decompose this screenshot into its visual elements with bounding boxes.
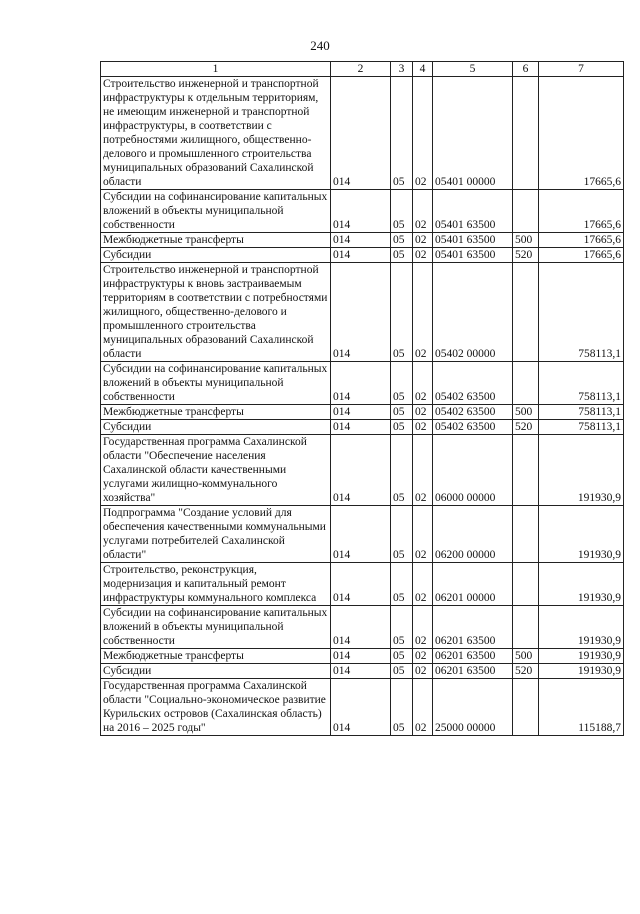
column-4-cell: 02 — [413, 435, 433, 506]
column-3-cell: 05 — [391, 420, 413, 435]
column-2-cell: 014 — [331, 362, 391, 405]
row-name-cell: Межбюджетные трансферты — [101, 233, 331, 248]
column-2-cell: 014 — [331, 679, 391, 736]
column-2-cell: 014 — [331, 563, 391, 606]
column-6-cell — [513, 563, 539, 606]
column-2-cell: 014 — [331, 405, 391, 420]
column-6-cell: 520 — [513, 664, 539, 679]
page-number: 240 — [310, 38, 330, 53]
column-6-cell — [513, 506, 539, 563]
table-row — [101, 664, 624, 679]
column-3-cell: 05 — [391, 563, 413, 606]
column-5-cell: 06200 00000 — [433, 506, 513, 563]
table-row — [101, 248, 624, 263]
column-6-cell — [513, 77, 539, 190]
column-3-cell: 05 — [391, 664, 413, 679]
column-6-cell: 520 — [513, 248, 539, 263]
column-5-cell: 06201 63500 — [433, 606, 513, 649]
column-5-cell: 05402 63500 — [433, 420, 513, 435]
column-3-cell: 05 — [391, 435, 413, 506]
column-6-cell — [513, 362, 539, 405]
table-row — [101, 77, 624, 190]
table-header-row — [101, 62, 624, 77]
column-header: 3 — [391, 62, 413, 77]
row-name-cell: Субсидии — [101, 248, 331, 263]
table-row — [101, 263, 624, 362]
column-7-cell: 191930,9 — [539, 649, 624, 664]
table-row — [101, 233, 624, 248]
column-3-cell: 05 — [391, 233, 413, 248]
column-4-cell: 02 — [413, 679, 433, 736]
row-name-cell: Субсидии — [101, 664, 331, 679]
column-3-cell: 05 — [391, 506, 413, 563]
column-2-cell: 014 — [331, 248, 391, 263]
table-row — [101, 679, 624, 736]
column-7-cell: 758113,1 — [539, 263, 624, 362]
column-5-cell: 06201 00000 — [433, 563, 513, 606]
column-7-cell: 758113,1 — [539, 420, 624, 435]
table-row — [101, 405, 624, 420]
column-2-cell: 014 — [331, 649, 391, 664]
column-6-cell — [513, 263, 539, 362]
column-4-cell: 02 — [413, 190, 433, 233]
column-4-cell: 02 — [413, 233, 433, 248]
column-5-cell: 05401 63500 — [433, 233, 513, 248]
column-6-cell — [513, 435, 539, 506]
column-3-cell: 05 — [391, 679, 413, 736]
row-name-cell: Межбюджетные трансферты — [101, 405, 331, 420]
table-row — [101, 506, 624, 563]
table-row — [101, 606, 624, 649]
column-3-cell: 05 — [391, 263, 413, 362]
column-6-cell: 500 — [513, 233, 539, 248]
column-2-cell: 014 — [331, 263, 391, 362]
column-4-cell: 02 — [413, 506, 433, 563]
row-name-cell: Строительство инженерной и транспортной инфраструктуры к вновь застраиваемым территориям в соответствии с потребностями жилищного, общественно-делового и промышленного строительства муниципальных образований Сахалинской области — [101, 263, 331, 362]
column-3-cell: 05 — [391, 77, 413, 190]
column-6-cell: 500 — [513, 405, 539, 420]
budget-table — [100, 61, 624, 736]
column-4-cell: 02 — [413, 405, 433, 420]
column-6-cell: 500 — [513, 649, 539, 664]
column-4-cell: 02 — [413, 664, 433, 679]
column-6-cell — [513, 190, 539, 233]
column-7-cell: 758113,1 — [539, 405, 624, 420]
row-name-cell: Межбюджетные трансферты — [101, 649, 331, 664]
column-5-cell: 06000 00000 — [433, 435, 513, 506]
column-3-cell: 05 — [391, 190, 413, 233]
column-6-cell: 520 — [513, 420, 539, 435]
column-header: 2 — [331, 62, 391, 77]
column-6-cell — [513, 679, 539, 736]
column-7-cell: 17665,6 — [539, 77, 624, 190]
column-2-cell: 014 — [331, 606, 391, 649]
column-5-cell: 05401 00000 — [433, 77, 513, 190]
column-2-cell: 014 — [331, 664, 391, 679]
table-row — [101, 190, 624, 233]
table-row — [101, 362, 624, 405]
column-5-cell: 05401 63500 — [433, 190, 513, 233]
column-5-cell: 06201 63500 — [433, 664, 513, 679]
column-3-cell: 05 — [391, 606, 413, 649]
column-7-cell: 191930,9 — [539, 664, 624, 679]
column-5-cell: 05402 63500 — [433, 405, 513, 420]
column-7-cell: 115188,7 — [539, 679, 624, 736]
column-header: 7 — [539, 62, 624, 77]
column-4-cell: 02 — [413, 248, 433, 263]
column-7-cell: 191930,9 — [539, 435, 624, 506]
column-2-cell: 014 — [331, 420, 391, 435]
row-name-cell: Государственная программа Сахалинской области "Социально-экономическое развитие Курильских островов (Сахалинская область) на 2016 – 2025 годы" — [101, 679, 331, 736]
column-5-cell: 06201 63500 — [433, 649, 513, 664]
row-name-cell: Субсидии на софинансирование капитальных вложений в объекты муниципальной собственности — [101, 190, 331, 233]
column-header: 4 — [413, 62, 433, 77]
column-7-cell: 17665,6 — [539, 233, 624, 248]
table-row — [101, 563, 624, 606]
column-7-cell: 17665,6 — [539, 248, 624, 263]
column-2-cell: 014 — [331, 190, 391, 233]
column-3-cell: 05 — [391, 248, 413, 263]
column-7-cell: 191930,9 — [539, 506, 624, 563]
column-4-cell: 02 — [413, 263, 433, 362]
column-3-cell: 05 — [391, 649, 413, 664]
column-4-cell: 02 — [413, 563, 433, 606]
column-header: 1 — [101, 62, 331, 77]
row-name-cell: Подпрограмма "Создание условий для обеспечения качественными коммунальными услугами потребителей Сахалинской области" — [101, 506, 331, 563]
column-4-cell: 02 — [413, 420, 433, 435]
row-name-cell: Государственная программа Сахалинской области "Обеспечение населения Сахалинской области качественными услугами жилищно-коммунального хозяйства" — [101, 435, 331, 506]
table-row — [101, 420, 624, 435]
column-5-cell: 05402 63500 — [433, 362, 513, 405]
row-name-cell: Субсидии на софинансирование капитальных вложений в объекты муниципальной собственности — [101, 362, 331, 405]
column-2-cell: 014 — [331, 506, 391, 563]
row-name-cell: Строительство, реконструкция, модернизация и капитальный ремонт инфраструктуры коммунального комплекса — [101, 563, 331, 606]
column-header: 5 — [433, 62, 513, 77]
column-5-cell: 05402 00000 — [433, 263, 513, 362]
column-4-cell: 02 — [413, 606, 433, 649]
column-6-cell — [513, 606, 539, 649]
column-3-cell: 05 — [391, 362, 413, 405]
column-3-cell: 05 — [391, 405, 413, 420]
column-7-cell: 758113,1 — [539, 362, 624, 405]
column-7-cell: 191930,9 — [539, 606, 624, 649]
column-5-cell: 05401 63500 — [433, 248, 513, 263]
row-name-cell: Субсидии — [101, 420, 331, 435]
column-7-cell: 191930,9 — [539, 563, 624, 606]
column-7-cell: 17665,6 — [539, 190, 624, 233]
column-5-cell: 25000 00000 — [433, 679, 513, 736]
row-name-cell: Строительство инженерной и транспортной инфраструктуры к отдельным территориям, не имеющим инженерной и транспортной инфраструктуры, в соответствии с потребностями жилищного, общественно-делового и промышленного строительства муниципальных образований Сахалинской области — [101, 77, 331, 190]
column-4-cell: 02 — [413, 362, 433, 405]
column-2-cell: 014 — [331, 77, 391, 190]
column-header: 6 — [513, 62, 539, 77]
column-2-cell: 014 — [331, 435, 391, 506]
column-2-cell: 014 — [331, 233, 391, 248]
table-row — [101, 435, 624, 506]
column-4-cell: 02 — [413, 77, 433, 190]
row-name-cell: Субсидии на софинансирование капитальных вложений в объекты муниципальной собственности — [101, 606, 331, 649]
table-row — [101, 649, 624, 664]
column-4-cell: 02 — [413, 649, 433, 664]
